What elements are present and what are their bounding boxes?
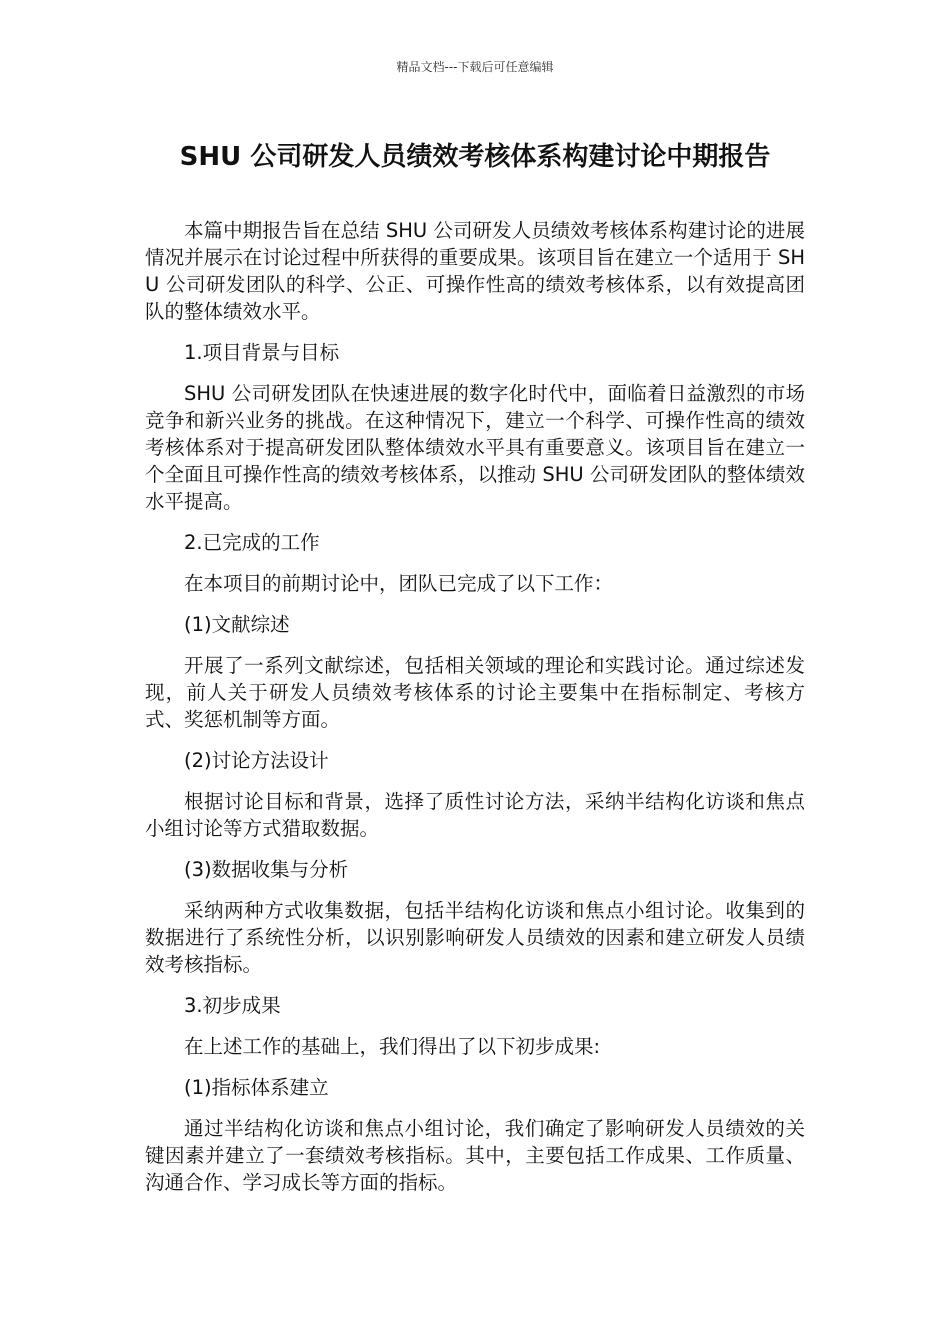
paragraph-literature-review: 开展了一系列文献综述，包括相关领域的理论和实践讨论。通过综述发现，前人关于研发人员绩效考核体系的讨论主要集中在指标制定、考核方式、奖惩机制等方面。 (145, 654, 805, 731)
subheading-indicator-system: (1)指标体系建立 (184, 1076, 329, 1099)
paragraph-intro: 本篇中期报告旨在总结 SHU 公司研发人员绩效考核体系构建讨论的进展情况并展示在讨论过程中所获得的重要成果。该项目旨在建立一个适用于 SHU 公司研发团队的科学、公正、可操作性高的绩效考核体系，以有效提高团队的整体绩效水平。 (145, 219, 805, 323)
paragraph-indicator-system: 通过半结构化访谈和焦点小组讨论，我们确定了影响研发人员绩效的关键因素并建立了一套绩效考核指标。其中，主要包括工作成果、工作质量、沟通合作、学习成长等方面的指标。 (145, 1117, 805, 1194)
subheading-method-design: (2)讨论方法设计 (184, 749, 329, 772)
header-note: 精品文档---下载后可任意编辑 (396, 60, 554, 74)
document-body (145, 217, 805, 1210)
subheading-data-collection: (3)数据收集与分析 (184, 858, 349, 881)
section-heading-preliminary-results: 3.初步成果 (184, 994, 281, 1017)
section-heading-background: 1.项目背景与目标 (184, 341, 340, 364)
section-heading-completed-work: 2.已完成的工作 (184, 531, 320, 554)
paragraph-results-intro: 在上述工作的基础上，我们得出了以下初步成果: (184, 1035, 601, 1058)
paragraph-background: SHU 公司研发团队在快速进展的数字化时代中，面临着日益激烈的市场竞争和新兴业务的挑战。在这种情况下，建立一个科学、可操作性高的绩效考核体系对于提高研发团队整体绩效水平具有重要意义。该项目旨在建立一个全面且可操作性高的绩效考核体系，以推动 SHU 公司研发团队的整体绩效水平提高。 (145, 382, 805, 513)
subheading-literature-review: (1)文献综述 (184, 613, 290, 636)
paragraph-method-design: 根据讨论目标和背景，选择了质性讨论方法，采纳半结构化访谈和焦点小组讨论等方式猎取数据。 (145, 790, 805, 840)
paragraph-data-collection: 采纳两种方式收集数据，包括半结构化访谈和焦点小组讨论。收集到的数据进行了系统性分析，以识别影响研发人员绩效的因素和建立研发人员绩效考核指标。 (145, 899, 805, 976)
paragraph-completed-intro: 在本项目的前期讨论中，团队已完成了以下工作： (184, 572, 614, 595)
document-title: SHU 公司研发人员绩效考核体系构建讨论中期报告 (179, 142, 771, 172)
